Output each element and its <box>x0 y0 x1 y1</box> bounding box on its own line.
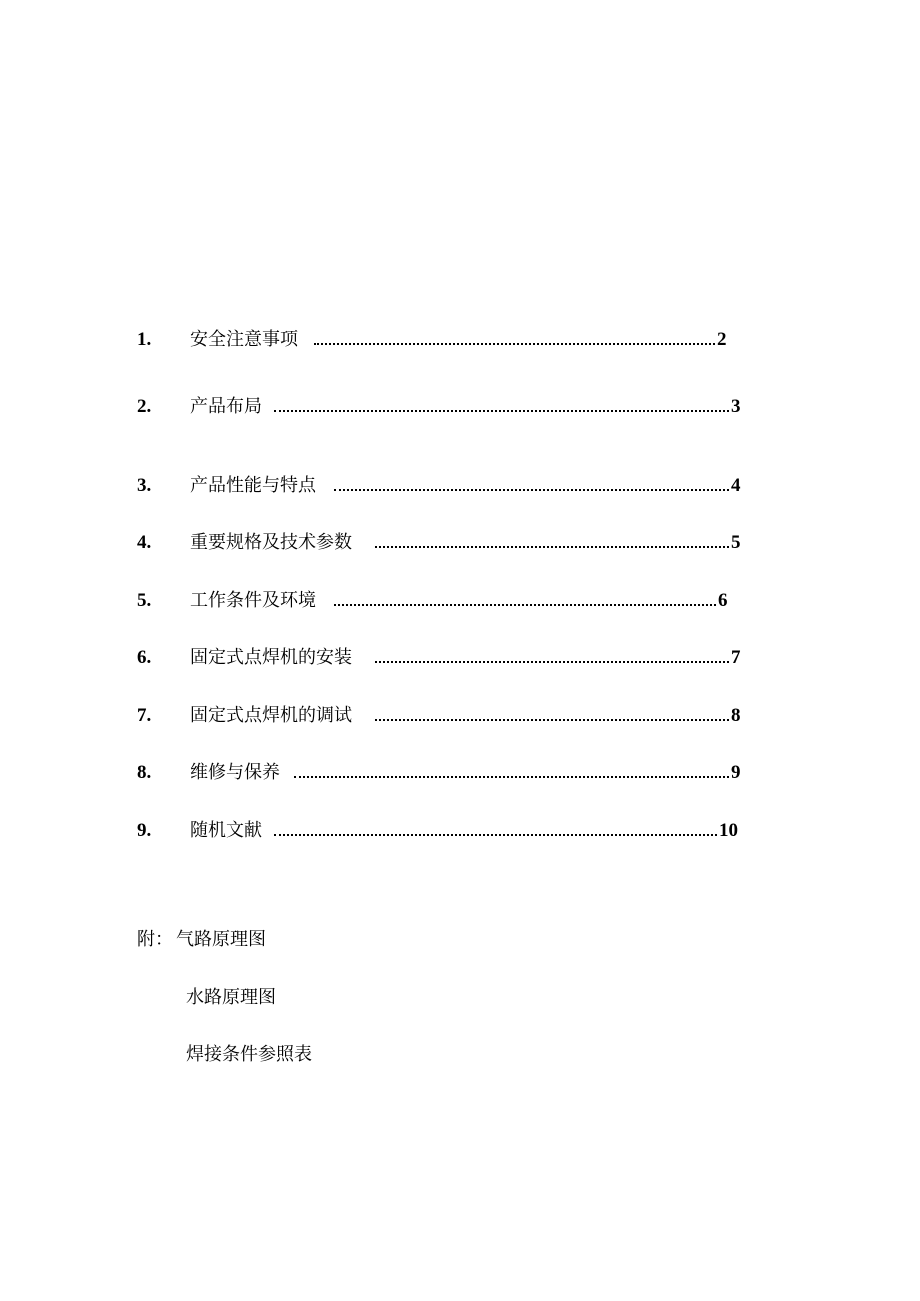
appendix-item[interactable]: 水路原理图 <box>186 987 276 1008</box>
dot-leader <box>274 410 729 412</box>
toc-entry-title: 固定式点焊机的调试 <box>190 705 352 726</box>
toc-entry-page: 8 <box>731 705 741 726</box>
dot-leader <box>375 719 729 721</box>
toc-entry-title: 随机文献 <box>190 820 262 841</box>
toc-entry-title: 产品布局 <box>190 396 262 417</box>
dot-leader <box>375 661 729 663</box>
dot-leader <box>294 776 729 778</box>
toc-entry-number: 3. <box>137 475 152 496</box>
toc-entry-2[interactable] <box>137 393 747 421</box>
toc-entry-title: 固定式点焊机的安装 <box>190 647 352 668</box>
dot-leader <box>314 343 715 345</box>
toc-entry-page: 5 <box>731 532 741 553</box>
toc-entry-page: 4 <box>731 475 741 496</box>
toc-entry-number: 8. <box>137 762 152 783</box>
toc-entry-page: 3 <box>731 396 741 417</box>
toc-entry-7[interactable] <box>137 702 747 730</box>
appendix-label: 附： <box>137 929 173 950</box>
toc-entry-9[interactable] <box>137 817 747 845</box>
toc-entry-4[interactable] <box>137 529 747 557</box>
toc-entry-number: 7. <box>137 705 152 726</box>
toc-entry-number: 4. <box>137 532 152 553</box>
toc-entry-8[interactable] <box>137 759 747 787</box>
toc-entry-title: 重要规格及技术参数 <box>190 532 352 553</box>
appendix-item[interactable]: 焊接条件参照表 <box>186 1044 312 1065</box>
toc-entry-1[interactable] <box>137 326 737 354</box>
toc-entry-5[interactable] <box>137 587 737 615</box>
toc-entry-3[interactable] <box>137 472 747 500</box>
dot-leader <box>274 834 717 836</box>
dot-leader <box>334 604 716 606</box>
toc-entry-number: 6. <box>137 647 152 668</box>
toc-entry-page: 9 <box>731 762 741 783</box>
toc-entry-page: 2 <box>717 329 727 350</box>
toc-entry-title: 维修与保养 <box>190 762 280 783</box>
toc-entry-title: 工作条件及环境 <box>190 590 316 611</box>
toc-entry-number: 2. <box>137 396 152 417</box>
toc-entry-title: 安全注意事项 <box>190 329 298 350</box>
toc-entry-page: 6 <box>718 590 728 611</box>
toc-entry-number: 9. <box>137 820 152 841</box>
toc-entry-page: 7 <box>731 647 741 668</box>
toc-entry-page: 10 <box>719 820 738 841</box>
appendix-item[interactable]: 气路原理图 <box>176 929 266 950</box>
toc-entry-number: 5. <box>137 590 152 611</box>
dot-leader <box>375 546 729 548</box>
toc-entry-number: 1. <box>137 329 152 350</box>
dot-leader <box>334 489 729 491</box>
toc-entry-6[interactable] <box>137 644 747 672</box>
toc-entry-title: 产品性能与特点 <box>190 475 316 496</box>
